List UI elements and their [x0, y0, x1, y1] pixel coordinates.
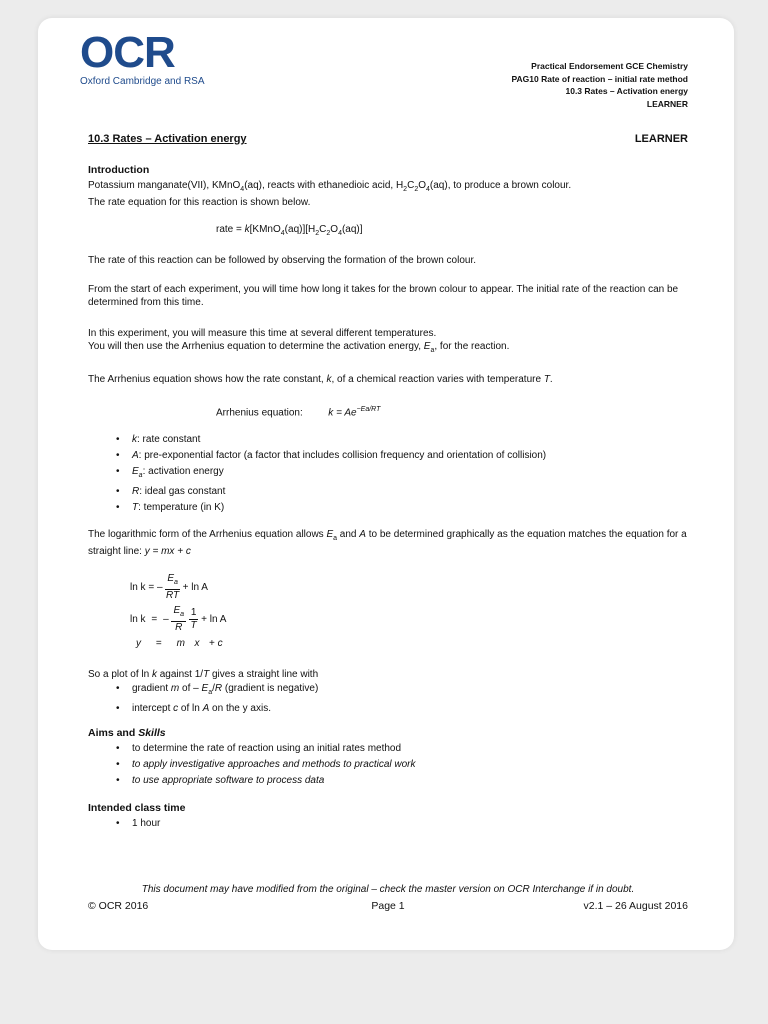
document-title-row [88, 133, 688, 145]
footer-page-number: Page 1 [371, 900, 405, 912]
intro-paragraph-4: In this experiment, you will measure this time at several different temperatures. You will then use the Arrhenius equation to determine the activation energy, $E_a$, for the reaction. [88, 328, 510, 354]
log-form-paragraph: The logarithmic form of the Arrhenius equation allows $E_a$ and A to be determined graphically as the equation matches the equation for a straight line: y = mx + c [88, 529, 687, 557]
log-equation-2: ln k = – $\frac{E_a}{R}$ $\frac{1}{T}$ + ln A [130, 605, 227, 633]
log-equation-1: ln k = – $\frac{E_a}{RT}$ + ln A [130, 573, 208, 601]
log-equation-3: y = m x + c [136, 638, 223, 649]
list-item: • A: pre-exponential factor (a factor that includes collision frequency and orientation of collision) [116, 448, 688, 464]
header-line: LEARNER [646, 98, 688, 109]
introduction-heading: Introduction [88, 164, 150, 176]
list-item: • to apply investigative approaches and methods to practical work [116, 757, 688, 773]
ocr-logo-subtitle: Oxford Cambridge and RSA [80, 76, 205, 87]
arrhenius-formula: k = Ae [328, 407, 357, 419]
list-item: • 1 hour [116, 816, 688, 832]
document-role: LEARNER [634, 133, 688, 145]
class-time-heading: Intended class time [88, 802, 186, 814]
header-line: Practical Endorsement GCE Chemistry [531, 61, 688, 71]
intro-paragraph-2: The rate of this reaction can be followed by observing the formation of the brown colour. [88, 255, 476, 266]
intro-paragraph-3: From the start of each experiment, you will time how long it takes for the brown colour to appear. The initial rate of the reaction can be determined from this time. [88, 284, 679, 308]
plot-summary: So a plot of ln k against 1/T gives a straight line with [88, 669, 319, 680]
intro-paragraph-5: The Arrhenius equation shows how the rate constant, k, of a chemical reaction varies with temperature T. [88, 374, 553, 385]
ocr-logo: OCR [80, 28, 175, 77]
aims-heading: Aims and Skills [88, 727, 166, 739]
aims-list [88, 741, 688, 789]
list-item: • R: ideal gas constant [116, 484, 688, 500]
plot-summary-list [88, 681, 688, 717]
rate-equation: rate = $k[KMnO_4(aq)][H_2C_2O_4(aq)]$ [216, 224, 363, 237]
footer-copyright: © OCR 2016 [88, 900, 149, 912]
definitions-list [88, 432, 688, 516]
list-item: • T: temperature (in K) [116, 500, 688, 516]
document-title: 10.3 Rates – Activation energy [88, 133, 247, 145]
arrhenius-equation: Arrhenius equation: $k = Ae^{-Ea/RT}$ [216, 406, 381, 419]
footer-version: v2.1 – 26 August 2016 [583, 900, 688, 912]
intro-paragraph-1: Potassium manganate(VII), KMnO$_4$(aq), reacts with ethanedioic acid, $H_2C_2O_4(aq)$, to produce a brown colour. The rate equation for this reaction is shown below. [88, 180, 572, 208]
page-footer [88, 900, 688, 912]
class-time-list [88, 816, 688, 832]
list-item: • k: rate constant [116, 432, 688, 448]
header-line: PAG10 Rate of reaction – initial rate method [511, 73, 688, 84]
list-item: • gradient m of – $E_a/R$ (gradient is negative) [116, 681, 688, 701]
list-item: • $E_a$: activation energy [116, 464, 688, 484]
list-item: • to determine the rate of reaction using an initial rates method [116, 741, 688, 757]
footer-disclaimer: This document may have modified from the original – check the master version on OCR Interchange if in doubt. [141, 884, 635, 895]
list-item: • intercept c of ln A on the y axis. [116, 701, 688, 717]
document-page [38, 18, 734, 950]
header-line: 10.3 Rates – Activation energy [565, 86, 688, 96]
list-item: • to use appropriate software to process data [116, 773, 688, 789]
header-info [512, 60, 689, 110]
arrhenius-label: Arrhenius equation: [216, 407, 303, 419]
